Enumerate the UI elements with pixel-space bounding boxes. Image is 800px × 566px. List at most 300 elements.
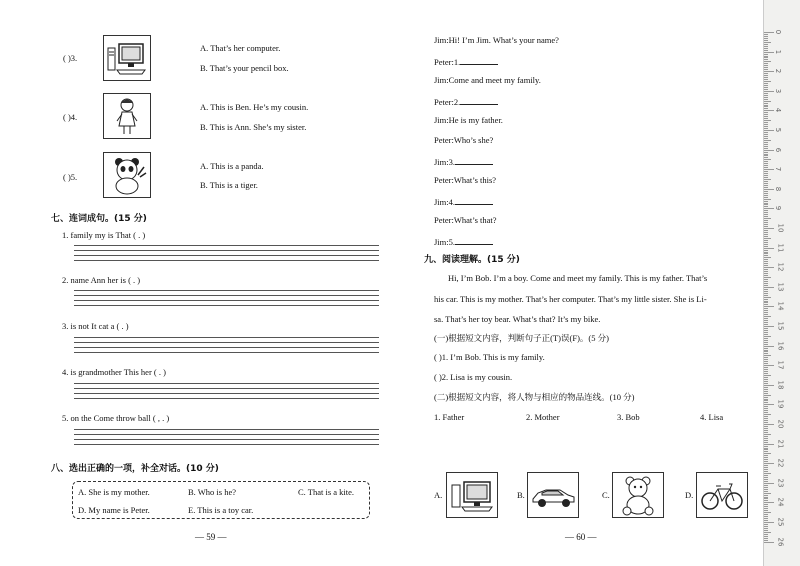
ruler-number: 7 bbox=[774, 166, 783, 172]
ruler-tick bbox=[764, 263, 768, 264]
ruler-tick bbox=[764, 506, 768, 507]
ruler-tick bbox=[764, 199, 771, 200]
ruler-tick bbox=[764, 246, 768, 247]
ruler-tick bbox=[764, 40, 768, 41]
ruler-tick bbox=[764, 105, 768, 106]
ruler-tick bbox=[764, 324, 768, 325]
dialog-line: Peter:What’s that? bbox=[434, 215, 497, 225]
ruler-tick bbox=[764, 440, 768, 441]
ruler-tick bbox=[764, 130, 774, 131]
ruler-tick bbox=[764, 534, 768, 535]
ruler-tick bbox=[764, 99, 768, 100]
ruler-tick bbox=[764, 336, 771, 337]
ruler-tick bbox=[764, 514, 768, 515]
computer-icon bbox=[103, 35, 151, 81]
object-label-c: C. bbox=[602, 490, 610, 500]
ruler-tick bbox=[764, 210, 768, 211]
ruler-tick bbox=[764, 220, 768, 221]
tf-item-2: ( )2. Lisa is my cousin. bbox=[434, 372, 513, 382]
part-1-title: (一)根据短文内容，判断句子正(T)误(F)。(5 分) bbox=[434, 333, 609, 343]
ruler-tick bbox=[764, 34, 768, 35]
ruler-tick bbox=[764, 363, 768, 364]
option-b: B. This is Ann. She’s my sister. bbox=[200, 122, 307, 132]
ruler-tick bbox=[764, 240, 768, 241]
option-d: D. My name is Peter. bbox=[78, 505, 150, 515]
ruler-tick bbox=[764, 308, 768, 309]
ruler-tick bbox=[764, 144, 768, 145]
section-9-title: 九、阅读理解。(15 分) bbox=[424, 255, 520, 265]
ruler-tick bbox=[764, 451, 768, 452]
ruler-tick bbox=[764, 361, 768, 362]
ruler-tick bbox=[764, 471, 768, 472]
ruler-tick bbox=[764, 230, 768, 231]
answer-blank[interactable] bbox=[460, 56, 498, 65]
ruler-tick bbox=[764, 351, 768, 352]
ruler-tick bbox=[764, 369, 768, 370]
ruler-tick bbox=[764, 122, 768, 123]
ruler-tick bbox=[764, 232, 768, 233]
ruler-tick bbox=[764, 73, 768, 74]
ruler-tick bbox=[764, 271, 768, 272]
ruler-tick bbox=[764, 285, 768, 286]
ruler-tick bbox=[764, 312, 768, 313]
ruler-tick bbox=[764, 412, 768, 413]
passage-line: sa. That’s her toy bear. What’s that? It’s my bike. bbox=[434, 314, 601, 324]
ruler-tick bbox=[764, 404, 774, 405]
ruler-tick bbox=[764, 438, 768, 439]
girl-icon bbox=[103, 93, 151, 139]
ruler-tick bbox=[764, 236, 768, 237]
ruler-tick bbox=[764, 457, 768, 458]
ruler-number: 22 bbox=[776, 458, 785, 468]
ruler-tick bbox=[764, 48, 768, 49]
ruler-tick bbox=[764, 371, 768, 372]
dialog-line: Peter:Who’s she? bbox=[434, 135, 494, 145]
ruler-tick bbox=[764, 97, 768, 98]
car-icon bbox=[527, 472, 579, 518]
ruler-tick bbox=[764, 502, 774, 503]
dialog-line: Jim:Come and meet my family. bbox=[434, 75, 541, 85]
ruler-tick bbox=[764, 206, 768, 207]
ruler-tick bbox=[764, 522, 774, 523]
person-lisa: 4. Lisa bbox=[700, 412, 724, 422]
ruler-tick bbox=[764, 475, 768, 476]
ruler-tick bbox=[764, 410, 768, 411]
sentence-item-5: 5. on the Come throw ball ( , . ) bbox=[62, 413, 170, 423]
ruler-tick bbox=[764, 489, 768, 490]
ruler-tick bbox=[764, 542, 774, 543]
ruler-tick bbox=[764, 291, 768, 292]
dialog-line[interactable]: Jim:5. bbox=[434, 236, 493, 247]
ruler-tick bbox=[764, 65, 768, 66]
ruler-tick bbox=[764, 289, 768, 290]
ruler-tick bbox=[764, 520, 768, 521]
ruler-tick bbox=[764, 326, 774, 327]
ruler-tick bbox=[764, 252, 768, 253]
ruler-tick bbox=[764, 348, 768, 349]
ruler-tick bbox=[764, 469, 768, 470]
ruler-tick bbox=[764, 187, 768, 188]
section-7-title: 七、连词成句。(15 分) bbox=[51, 214, 147, 224]
ruler-tick bbox=[764, 442, 768, 443]
ruler-tick bbox=[764, 161, 768, 162]
ruler-tick bbox=[764, 124, 768, 125]
ruler-tick bbox=[764, 226, 768, 227]
ruler-tick bbox=[764, 63, 768, 64]
ruler-tick bbox=[764, 218, 771, 219]
ruler-tick bbox=[764, 495, 768, 496]
dialog-line[interactable]: Jim:4. bbox=[434, 196, 493, 207]
ruler-tick bbox=[764, 379, 768, 380]
section-8-title: 八、选出正确的一项，补全对话。(10 分) bbox=[51, 464, 219, 474]
dialog-line: Jim:Hi! I’m Jim. What’s your name? bbox=[434, 35, 559, 45]
answer-paren: ( )4. bbox=[63, 112, 78, 122]
dialog-line[interactable]: Peter:1. bbox=[434, 56, 498, 67]
ruler-tick bbox=[764, 167, 768, 168]
answer-blank[interactable] bbox=[460, 96, 498, 105]
ruler-tick bbox=[764, 295, 768, 296]
ruler-tick bbox=[764, 52, 774, 53]
ruler-tick bbox=[764, 322, 768, 323]
ruler-tick bbox=[764, 406, 768, 407]
ruler-tick bbox=[764, 510, 768, 511]
ruler-tick bbox=[764, 36, 768, 37]
ruler-tick bbox=[764, 481, 768, 482]
ruler-tick bbox=[764, 487, 768, 488]
ruler-tick bbox=[764, 79, 768, 80]
ruler-tick bbox=[764, 287, 774, 288]
ruler-tick bbox=[764, 420, 768, 421]
ruler-tick bbox=[764, 179, 771, 180]
ruler-tick bbox=[764, 95, 768, 96]
ruler-tick bbox=[764, 165, 768, 166]
ruler-tick bbox=[764, 101, 771, 102]
ruler-tick bbox=[764, 253, 768, 254]
dialog-line: Jim:He is my father. bbox=[434, 115, 503, 125]
ruler-tick bbox=[764, 132, 768, 133]
ruler-tick bbox=[764, 224, 768, 225]
ruler-tick bbox=[764, 301, 768, 302]
option-b: B. This is a tiger. bbox=[200, 180, 258, 190]
ruler-tick bbox=[764, 316, 771, 317]
ruler-number: 21 bbox=[776, 439, 785, 449]
ruler-tick bbox=[764, 67, 768, 68]
ruler-tick bbox=[764, 334, 768, 335]
ruler-tick bbox=[764, 463, 774, 464]
ruler-tick bbox=[764, 181, 768, 182]
tf-item-1: ( )1. I’m Bob. This is my family. bbox=[434, 352, 545, 362]
ruler-tick bbox=[764, 306, 774, 307]
ruler-tick bbox=[764, 46, 768, 47]
ruler-tick bbox=[764, 436, 768, 437]
ruler-tick bbox=[764, 500, 768, 501]
ruler-tick bbox=[764, 342, 768, 343]
ruler-number: 3 bbox=[774, 88, 783, 94]
writing-lines[interactable] bbox=[74, 290, 379, 310]
page-number-left: — 59 — bbox=[195, 532, 227, 542]
ruler-tick bbox=[764, 332, 768, 333]
ruler-tick bbox=[764, 57, 768, 58]
ruler-tick bbox=[764, 538, 768, 539]
ruler-tick bbox=[764, 516, 768, 517]
dialog-line[interactable]: Peter:2. bbox=[434, 96, 498, 107]
ruler-tick bbox=[764, 61, 771, 62]
ruler-tick bbox=[764, 408, 768, 409]
ruler-number: 20 bbox=[776, 419, 785, 429]
ruler-tick bbox=[764, 530, 768, 531]
ruler-tick bbox=[764, 330, 768, 331]
ruler-number: 12 bbox=[776, 262, 785, 272]
ruler-tick bbox=[764, 112, 768, 113]
ruler-tick bbox=[764, 148, 768, 149]
ruler-tick bbox=[764, 175, 768, 176]
ruler-tick bbox=[764, 377, 768, 378]
ruler-tick bbox=[764, 234, 768, 235]
ruler-tick bbox=[764, 532, 771, 533]
sentence-item-1: 1. family my is That ( . ) bbox=[62, 230, 146, 240]
ruler-tick bbox=[764, 191, 768, 192]
ruler-tick bbox=[764, 197, 768, 198]
option-e: E. This is a toy car. bbox=[188, 505, 254, 515]
ruler-tick bbox=[764, 50, 768, 51]
ruler-tick bbox=[764, 171, 768, 172]
ruler-tick bbox=[764, 269, 768, 270]
ruler-tick bbox=[764, 169, 774, 170]
ruler-tick bbox=[764, 157, 768, 158]
ruler-tick bbox=[764, 177, 768, 178]
ruler-tick bbox=[764, 32, 774, 33]
ruler-tick bbox=[764, 518, 768, 519]
ruler-tick bbox=[764, 138, 768, 139]
writing-lines[interactable] bbox=[74, 245, 379, 265]
bicycle-icon bbox=[696, 472, 748, 518]
writing-lines[interactable] bbox=[74, 383, 379, 403]
ruler-tick bbox=[764, 397, 768, 398]
ruler-tick bbox=[764, 150, 774, 151]
ruler-tick bbox=[764, 381, 768, 382]
ruler-tick bbox=[764, 183, 768, 184]
ruler-tick bbox=[764, 355, 771, 356]
ruler-tick bbox=[764, 142, 768, 143]
ruler-tick bbox=[764, 493, 771, 494]
ruler-tick bbox=[764, 103, 768, 104]
ruler-tick bbox=[764, 422, 768, 423]
ruler-tick bbox=[764, 146, 768, 147]
panda-icon bbox=[103, 152, 151, 198]
ruler-tick bbox=[764, 383, 768, 384]
option-a: A. This is a panda. bbox=[200, 161, 264, 171]
ruler-tick bbox=[764, 375, 771, 376]
sentence-item-2: 2. name Ann her is ( . ) bbox=[62, 275, 141, 285]
ruler-tick bbox=[764, 87, 768, 88]
ruler-tick bbox=[764, 395, 771, 396]
ruler-tick bbox=[764, 154, 768, 155]
ruler-tick bbox=[764, 479, 768, 480]
passage-line: his car. This is my mother. That’s her computer. That’s my little sister. She is Li- bbox=[434, 294, 707, 304]
ruler-tick bbox=[764, 365, 774, 366]
ruler-tick bbox=[764, 320, 768, 321]
ruler-tick bbox=[764, 385, 774, 386]
ruler-tick bbox=[764, 244, 768, 245]
ruler-tick bbox=[764, 265, 768, 266]
ruler-tick bbox=[764, 428, 768, 429]
ruler-number: 17 bbox=[776, 360, 785, 370]
answer-blank[interactable] bbox=[455, 236, 493, 245]
ruler-tick bbox=[764, 106, 768, 107]
ruler-tick bbox=[764, 338, 768, 339]
ruler-tick bbox=[764, 228, 774, 229]
ruler-tick bbox=[764, 250, 768, 251]
ruler-tick bbox=[764, 134, 768, 135]
ruler-tick bbox=[764, 185, 768, 186]
ruler-tick bbox=[764, 459, 768, 460]
ruler-tick bbox=[764, 434, 771, 435]
ruler-number: 19 bbox=[776, 399, 785, 409]
ruler-number: 15 bbox=[776, 321, 785, 331]
person-bob: 3. Bob bbox=[617, 412, 640, 422]
ruler-tick bbox=[764, 259, 768, 260]
ruler-tick bbox=[764, 216, 768, 217]
dialog-line[interactable]: Jim:3. bbox=[434, 156, 493, 167]
ruler-tick bbox=[764, 281, 768, 282]
option-a: A. She is my mother. bbox=[78, 487, 150, 497]
ruler-number: 10 bbox=[776, 223, 785, 233]
ruler-tick bbox=[764, 483, 774, 484]
ruler-tick bbox=[764, 524, 768, 525]
ruler-tick bbox=[764, 353, 768, 354]
ruler-tick bbox=[764, 204, 768, 205]
object-label-b: B. bbox=[517, 490, 525, 500]
part-2-title: (二)根据短文内容，将人物与相应的物品连线。(10 分) bbox=[434, 392, 635, 402]
ruler-tick bbox=[764, 504, 768, 505]
ruler-tick bbox=[764, 465, 768, 466]
ruler-number: 8 bbox=[774, 186, 783, 192]
ruler-tick bbox=[764, 508, 768, 509]
ruler-tick bbox=[764, 152, 768, 153]
ruler-tick bbox=[764, 528, 768, 529]
ruler-tick bbox=[764, 424, 774, 425]
person-father: 1. Father bbox=[434, 412, 465, 422]
ruler-tick bbox=[764, 83, 768, 84]
ruler-tick bbox=[764, 344, 768, 345]
ruler-tick bbox=[764, 238, 771, 239]
ruler-tick bbox=[764, 212, 768, 213]
ruler-tick bbox=[764, 54, 768, 55]
ruler-tick bbox=[764, 467, 768, 468]
ruler-number: 4 bbox=[774, 108, 783, 113]
ruler-tick bbox=[764, 222, 768, 223]
answer-blank[interactable] bbox=[455, 196, 493, 205]
page-number-right: — 60 — bbox=[565, 532, 597, 542]
answer-paren: ( )5. bbox=[63, 172, 78, 182]
ruler-tick bbox=[764, 128, 768, 129]
answer-blank[interactable] bbox=[455, 156, 493, 165]
ruler-tick bbox=[764, 201, 768, 202]
ruler-tick bbox=[764, 299, 768, 300]
ruler-tick bbox=[764, 310, 768, 311]
ruler-tick bbox=[764, 203, 768, 204]
ruler-tick bbox=[764, 444, 774, 445]
ruler-tick bbox=[764, 350, 768, 351]
ruler-tick bbox=[764, 314, 768, 315]
ruler-tick bbox=[764, 273, 768, 274]
teddy-bear-icon bbox=[612, 472, 664, 518]
ruler-number: 6 bbox=[774, 147, 783, 152]
ruler-tick bbox=[764, 77, 768, 78]
ruler-tick bbox=[764, 118, 768, 119]
ruler-tick bbox=[764, 110, 774, 111]
ruler-tick bbox=[764, 391, 768, 392]
ruler-tick bbox=[764, 214, 768, 215]
ruler-tick bbox=[764, 526, 768, 527]
ruler-tick bbox=[764, 485, 768, 486]
ruler-tick bbox=[764, 163, 768, 164]
ruler-number: 5 bbox=[774, 127, 783, 133]
ruler-tick bbox=[764, 389, 768, 390]
ruler-tick bbox=[764, 512, 771, 513]
writing-lines[interactable] bbox=[74, 429, 379, 449]
ruler-tick bbox=[764, 193, 768, 194]
ruler-number: 11 bbox=[776, 243, 785, 253]
ruler-tick bbox=[764, 540, 768, 541]
ruler-tick bbox=[764, 448, 768, 449]
ruler-tick bbox=[764, 140, 771, 141]
ruler-tick bbox=[764, 277, 771, 278]
ruler-tick bbox=[764, 498, 768, 499]
ruler-tick bbox=[764, 114, 768, 115]
ruler bbox=[763, 0, 800, 566]
ruler-tick bbox=[764, 69, 768, 70]
ruler-tick bbox=[764, 44, 768, 45]
ruler-tick bbox=[764, 416, 768, 417]
option-a: A. This is Ben. He’s my cousin. bbox=[200, 102, 309, 112]
ruler-tick bbox=[764, 126, 768, 127]
ruler-tick bbox=[764, 59, 768, 60]
ruler-tick bbox=[764, 497, 768, 498]
ruler-tick bbox=[764, 120, 771, 121]
ruler-tick bbox=[764, 71, 774, 72]
ruler-tick bbox=[764, 136, 768, 137]
ruler-number: 26 bbox=[776, 537, 785, 547]
ruler-tick bbox=[764, 155, 768, 156]
ruler-tick bbox=[764, 91, 774, 92]
ruler-tick bbox=[764, 267, 774, 268]
ruler-tick bbox=[764, 473, 771, 474]
ruler-tick bbox=[764, 477, 768, 478]
ruler-tick bbox=[764, 173, 768, 174]
ruler-tick bbox=[764, 402, 768, 403]
ruler-tick bbox=[764, 257, 771, 258]
ruler-tick bbox=[764, 279, 768, 280]
ruler-tick bbox=[764, 455, 768, 456]
writing-lines[interactable] bbox=[74, 337, 379, 357]
sentence-item-4: 4. is grandmother This her ( . ) bbox=[62, 367, 166, 377]
ruler-tick bbox=[764, 242, 768, 243]
ruler-tick bbox=[764, 108, 768, 109]
ruler-tick bbox=[764, 38, 768, 39]
ruler-number: 2 bbox=[774, 68, 783, 74]
ruler-tick bbox=[764, 93, 768, 94]
ruler-number: 9 bbox=[774, 206, 783, 211]
ruler-number: 24 bbox=[776, 497, 785, 507]
ruler-tick bbox=[764, 318, 768, 319]
ruler-tick bbox=[764, 453, 771, 454]
object-label-d: D. bbox=[685, 490, 694, 500]
ruler-tick bbox=[764, 85, 768, 86]
ruler-tick bbox=[764, 81, 771, 82]
ruler-tick bbox=[764, 400, 768, 401]
ruler-tick bbox=[764, 302, 768, 303]
